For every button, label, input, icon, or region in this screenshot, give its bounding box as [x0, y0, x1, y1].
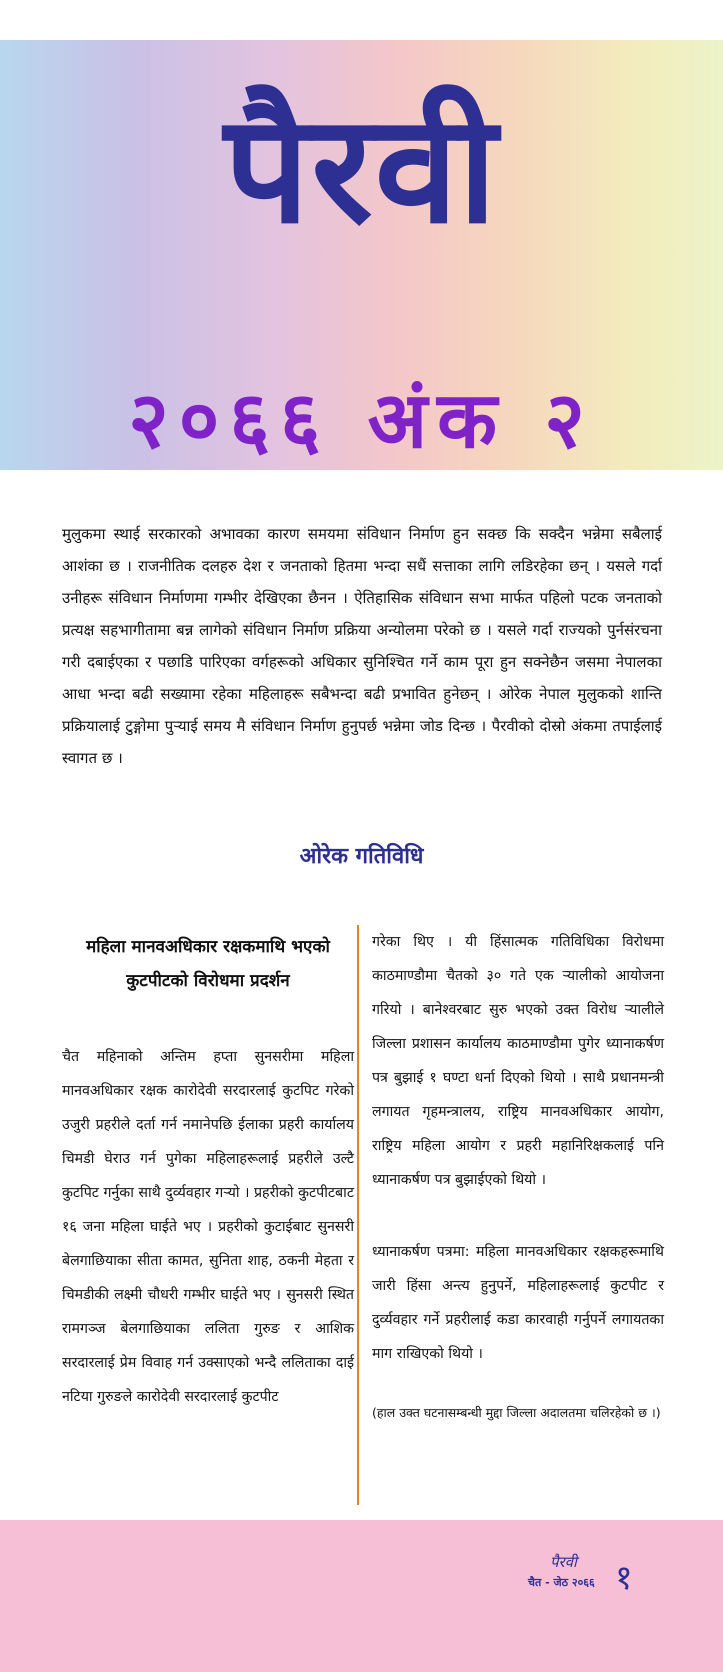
column-divider [357, 925, 359, 1505]
article-title-line-1: महिला मानवअधिकार रक्षकमाथि भएको [86, 937, 330, 957]
article-right-column [372, 925, 664, 1423]
footer-date: चैत - जेठ २०६६ [528, 1576, 595, 1589]
footer-brand: पैरवी [550, 1553, 577, 1571]
page-number: १ [615, 1558, 633, 1598]
article-right-text-1: गरेका थिए । यी हिंसात्मक गतिविधिका विरोधमा काठमाण्डौमा चैतको ३० गते एक ऱ्यालीको आयोजना गरियो । बानेश्वरबाट सुरु भएको उक्त विरोध ऱ्यालीले जिल्ला प्रशासन कार्यालय काठमाण्डौमा पुगेर ध्यानाकर्षण पत्र बुझाई १ घण्टा धर्ना दिएको थियो । साथै प्रधानमन्त्री लगायत गृहमन्त्रालय, राष्ट्रिय मानवअधिकार आयोग, राष्ट्रिय महिला आयोग र प्रहरी महानिरिक्षकलाई पनि ध्यानाकर्षण पत्र बुझाईएको थियो । [372, 934, 664, 1188]
article-note: (हाल उक्त घटनासम्बन्धी मुद्दा जिल्ला अदालतमा चलिरहेको छ ।) [372, 1405, 661, 1420]
masthead-title: पैरवी [224, 83, 499, 257]
article-left-text: चैत महिनाको अन्तिम हप्ता सुनसरीमा महिला मानवअधिकार रक्षक कारोदेवी सरदारलाई कुटपिट गरेको उजुरी प्रहरीले दर्ता गर्न नमानेपछि ईलाका प्रहरी कार्यालय चिमडी घेराउ गर्न पुगेका महिलाहरूलाई प्रहरीले उल्टै कुटपिट गर्नुका साथै दुर्व्यवहार गऱ्यो । प्रहरीको कुटपीटबाट १६ जना महिला घाईते भए । प्रहरीको कुटाईबाट सुनसरी बेलगाछियाका सीता कामत, सुनिता शाह, ठकनी मेहता र चिमडीकी लक्ष्मी चौधरी गम्भीर घाईते भए । सुनसरी स्थित रामगञ्ज बेलगाछियाका ललिता गुरुङ र आशिक सरदारलाई प्रेम विवाह गर्न उक्साएको भन्दै ललिताका दाई नटिया गुरुङले कारोदेवी सरदारलाई कुटपीट [62, 1049, 354, 1405]
article-right-text-2: ध्यानाकर्षण पत्रमा: महिला मानवअधिकार रक्षकहरूमाथि जारी हिंसा अन्त्य हुनुपर्ने, महिलाहरूलाई कुटपीट र दुर्व्यवहार गर्ने प्रहरीलाई कडा कारवाही गर्नुपर्ने लगायतका माग राखिएको थियो । [372, 1244, 664, 1362]
intro-paragraph: मुलुकमा स्थाई सरकारको अभावका कारण समयमा संविधान निर्माण हुन सक्छ कि सक्दैन भन्नेमा सबैलाई आशंका छ । राजनीतिक दलहरु देश र जनताको हितमा भन्दा सधैं सत्ताका लागि लडिरहेका छन् । यसले गर्दा उनीहरू संविधान निर्माणमा गम्भीर देखिएका छैनन । ऐतिहासिक संविधान सभा मार्फत पहिलो पटक जनताको प्रत्यक्ष सहभागीतामा बन्न लागेको संविधान निर्माण प्रक्रिया अन्योलमा परेको छ । यसले गर्दा राज्यको पुर्नसंरचना गरी दबाईएका र पछाडि पारिएका वर्गहरूको अधिकार सुनिश्चित गर्ने काम पूरा हुन सक्नेछैन जसमा नेपालका आधा भन्दा बढी सख्यामा रहेका महिलाहरू सबैभन्दा बढी प्रभावित हुनेछन् । ओरेक नेपाल मुलुकको शान्ति प्रक्रियालाई टुङ्गोमा पुऱ्याई समय मै संविधान निर्माण हुनुपर्छ भन्नेमा जोड दिन्छ । पैरवीको दोस्रो अंकमा तपाईलाई स्वागत छ । [62, 525, 662, 767]
section-heading: ओरेक गतिविधि [299, 844, 424, 869]
issue-number: २०६६ अंक २ [128, 376, 595, 466]
masthead-banner [0, 40, 723, 470]
article-left-column [62, 930, 354, 1414]
article-title-line-2: कुटपीटको विरोधमा प्रदर्शन [126, 971, 290, 991]
article-title [62, 930, 354, 998]
